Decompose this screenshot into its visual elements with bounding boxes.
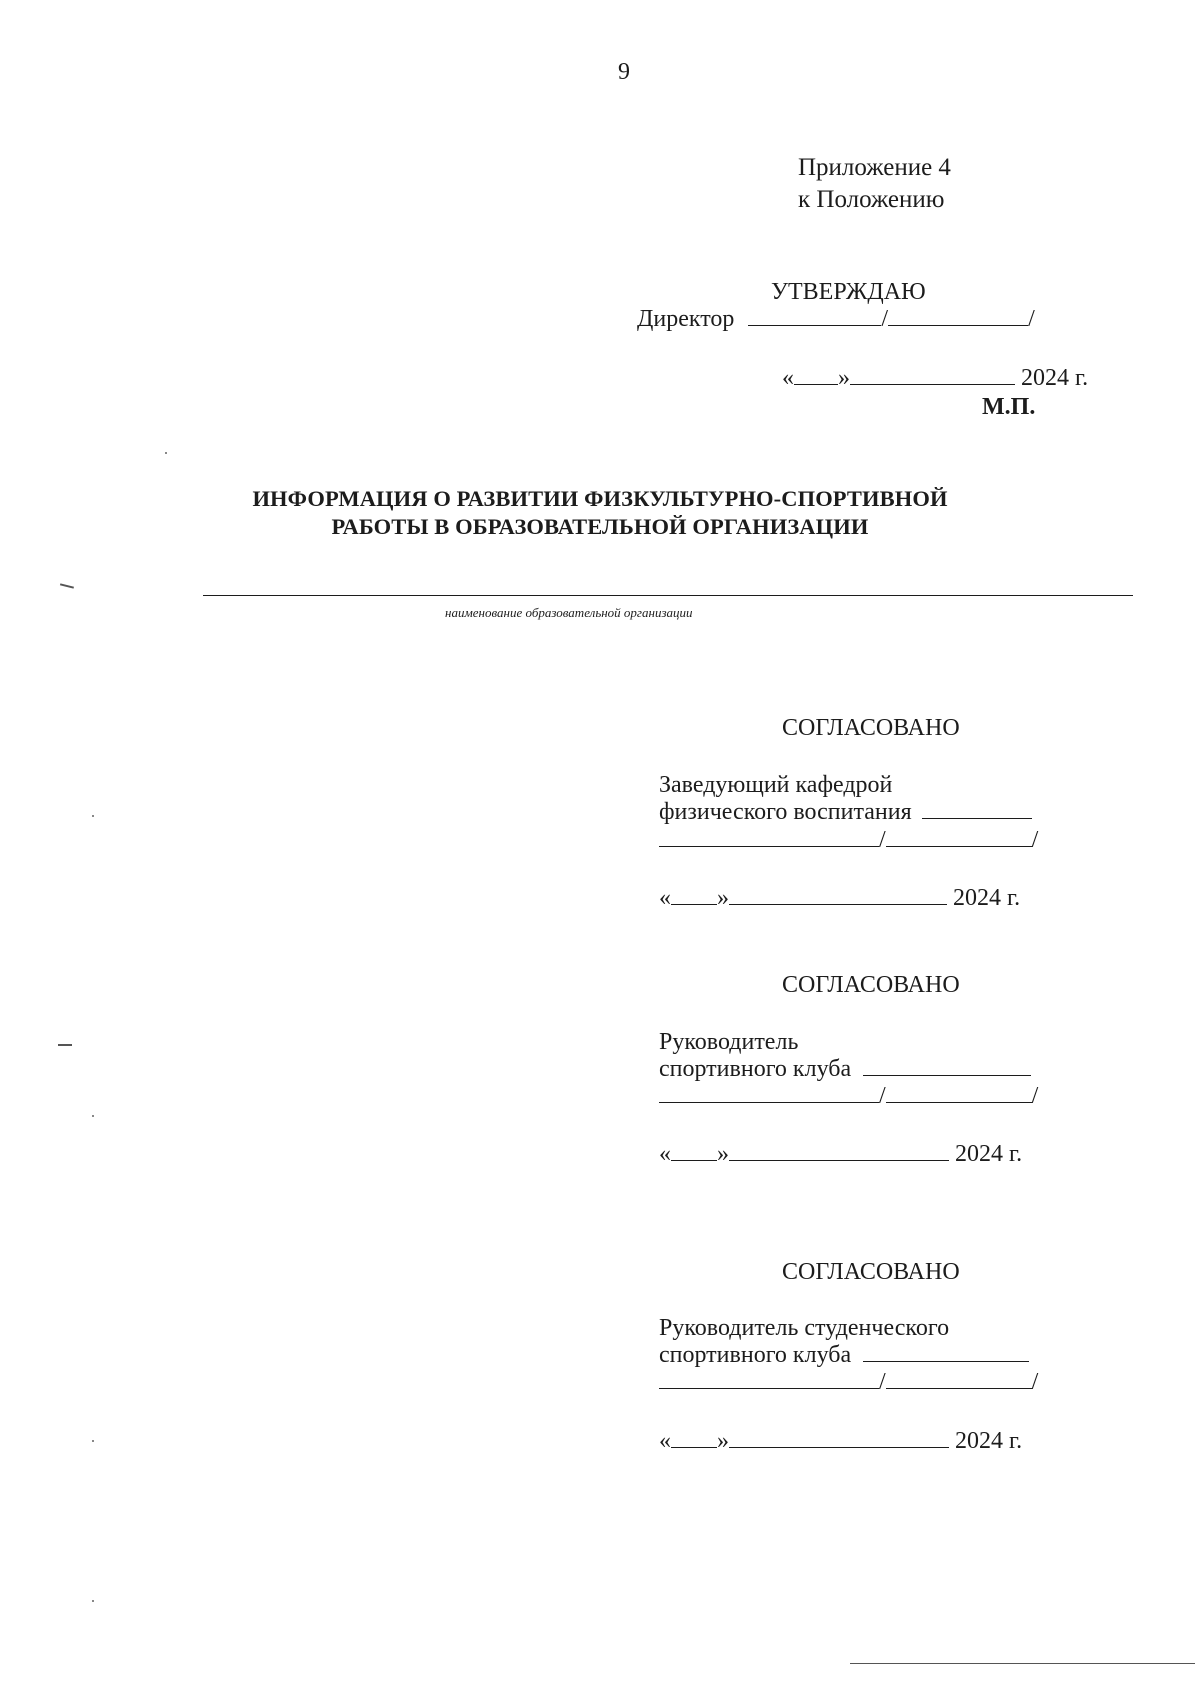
day-blank (671, 884, 717, 905)
quote-close: » (717, 1428, 729, 1454)
slash: / (879, 1369, 886, 1395)
slash: / (879, 1083, 886, 1109)
bottom-scan-line (850, 1663, 1195, 1664)
signature-blank (659, 1082, 879, 1103)
name-blank (886, 1368, 1032, 1389)
slash: / (1031, 1083, 1039, 1109)
document-title-line-2: РАБОТЫ В ОБРАЗОВАТЕЛЬНОЙ ОРГАНИЗАЦИИ (331, 514, 869, 539)
name-blank (888, 305, 1028, 326)
agreement-date-line (659, 884, 1020, 912)
slash: / (879, 827, 886, 853)
scan-mark (60, 583, 74, 588)
day-blank (671, 1140, 717, 1161)
signature-blank (863, 1055, 1031, 1076)
slash: / (1028, 306, 1035, 332)
agreement-position-line-2 (659, 798, 1032, 826)
agreement-year: 2024 г. (955, 1428, 1023, 1454)
signature-blank (659, 826, 879, 847)
quote-close: » (717, 1141, 729, 1167)
agreement-year: 2024 г. (953, 885, 1021, 911)
page-number: 9 (618, 59, 630, 85)
agreement-heading: СОГЛАСОВАНО (782, 1259, 960, 1285)
quote-close: » (717, 885, 729, 911)
scan-speck (92, 1440, 94, 1442)
month-blank (729, 884, 947, 905)
slash: / (1031, 1369, 1039, 1395)
appendix-line-1: Приложение 4 (798, 154, 951, 181)
scan-speck (92, 815, 94, 817)
scan-mark (58, 1044, 72, 1046)
org-name-caption: наименование образовательной организации (445, 605, 693, 620)
agreement-position-line-1: Руководитель (659, 1029, 799, 1055)
month-blank (850, 364, 1015, 385)
agreement-name-line (659, 826, 1038, 854)
agreement-date-line (659, 1140, 1022, 1168)
month-blank (729, 1427, 949, 1448)
agreement-name-line (659, 1082, 1038, 1110)
approval-heading: УТВЕРЖДАЮ (771, 279, 926, 305)
day-blank (671, 1427, 717, 1448)
agreement-heading: СОГЛАСОВАНО (782, 972, 960, 998)
scan-speck (165, 452, 167, 454)
agreement-position-line-1: Руководитель студенческого (659, 1315, 950, 1341)
agreement-year: 2024 г. (955, 1141, 1023, 1167)
agreement-position-line-1: Заведующий кафедрой (659, 772, 893, 798)
agreement-position-line-2 (659, 1055, 1031, 1083)
stamp-place: М.П. (982, 394, 1036, 420)
approval-position: Директор (637, 306, 735, 332)
quote-open: « (659, 1141, 671, 1167)
agreement-position-line-2 (659, 1341, 1029, 1369)
name-blank (886, 1082, 1032, 1103)
agreement-name-line (659, 1368, 1038, 1396)
slash: / (1031, 827, 1039, 853)
appendix-line-2: к Положению (798, 186, 945, 213)
approval-date-line (782, 364, 1088, 392)
appendix-header (798, 152, 951, 216)
scan-speck (92, 1600, 94, 1602)
slash: / (881, 306, 889, 332)
quote-close: » (838, 365, 850, 391)
signature-blank (659, 1368, 879, 1389)
day-blank (794, 364, 838, 385)
scan-speck (92, 1115, 94, 1117)
signature-blank (922, 798, 1032, 819)
agreement-heading: СОГЛАСОВАНО (782, 715, 960, 741)
document-title-line-1: ИНФОРМАЦИЯ О РАЗВИТИИ ФИЗКУЛЬТУРНО-СПОРТИВНОЙ (252, 486, 948, 511)
signature-blank (748, 305, 881, 326)
approval-year: 2024 г. (1021, 365, 1089, 391)
quote-open: « (659, 885, 671, 911)
agreement-position-text: физического воспитания (659, 799, 912, 825)
approval-signature-line (637, 305, 1035, 333)
quote-open: « (659, 1428, 671, 1454)
agreement-position-text: спортивного клуба (659, 1056, 852, 1082)
org-name-line (203, 595, 1133, 596)
name-blank (886, 826, 1032, 847)
agreement-date-line (659, 1427, 1022, 1455)
agreement-position-text: спортивного клуба (659, 1342, 852, 1368)
signature-blank (863, 1341, 1029, 1362)
quote-open: « (782, 365, 794, 391)
month-blank (729, 1140, 949, 1161)
